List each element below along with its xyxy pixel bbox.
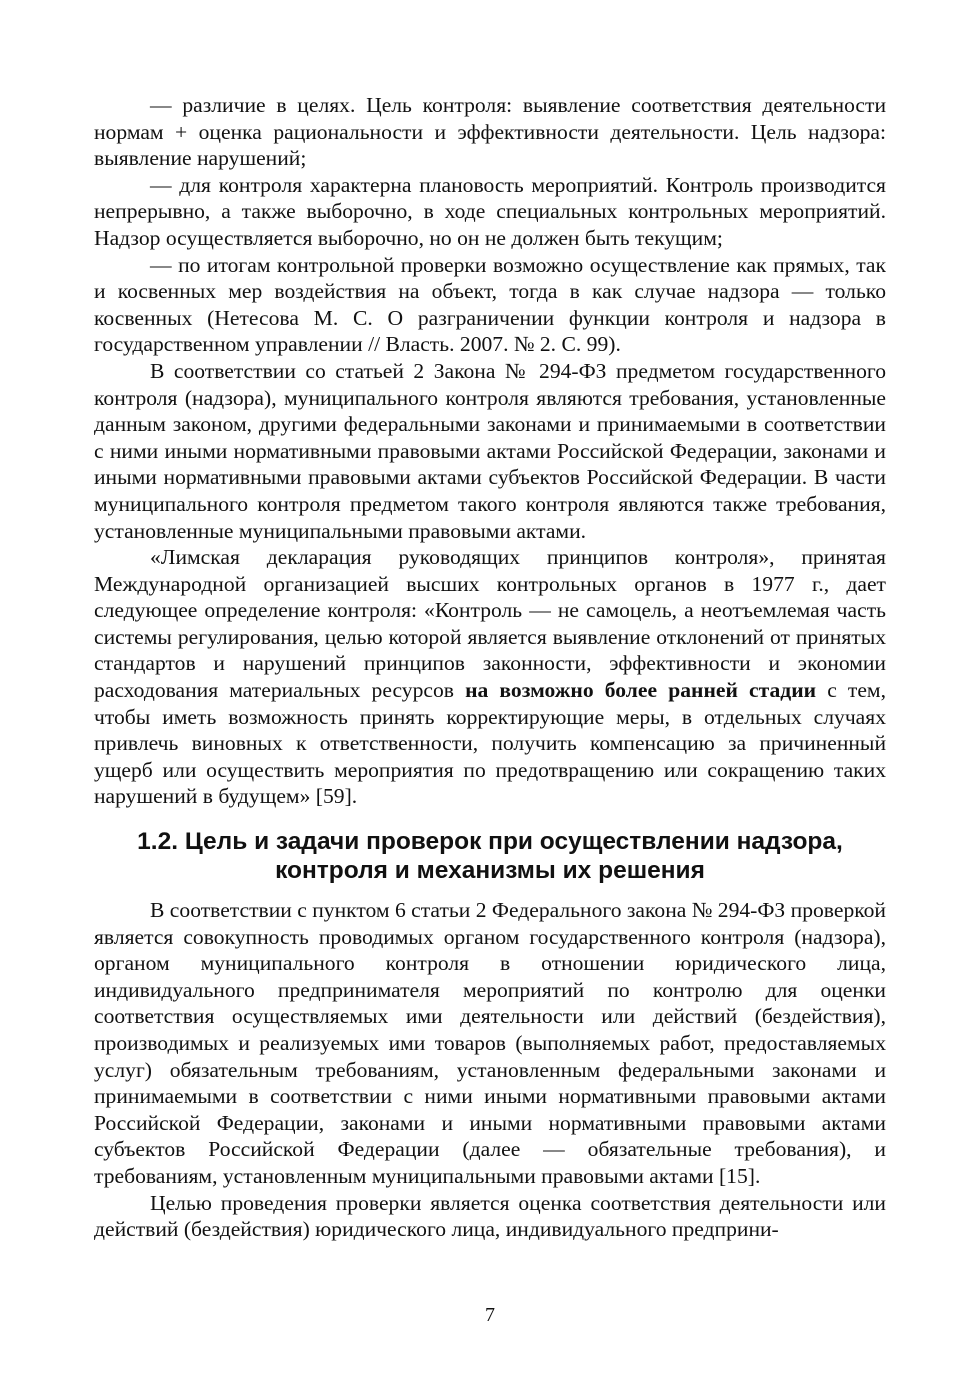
lima-bold-phrase: на возможно более ранней стадии <box>465 678 817 703</box>
paragraph-subject-of-control: В соответствии со статьей 2 Закона № 294-ФЗ предметом государственного контроля (надзора), муниципального контроля являются требования, установленные данным законом, другими федеральными законами и принимаемыми в соответствии с ними иными нормативными правовыми актами Российской Федерации, законами и иными нормативными правовыми актами субъектов Российской Федерации. В части муниципального контроля предметом такого контроля являются также требования, установленные муниципальными правовыми актами. <box>94 358 886 543</box>
page-number: 7 <box>485 1304 495 1326</box>
lima-text-after: с тем, чтобы иметь возможность принять корректирующие меры, в отдельных случаях привлечь виновных к ответственности, получить компенсацию за причиненный ущерб или осуществить мероприятия по предотвращению или сокращению таких нарушений в будущем» [59]. <box>94 678 886 809</box>
paragraph-planned-measures: — для контроля характерна плановость мероприятий. Контроль производится непрерывно, а также выборочно, в ходе специальных контрольных мероприятий. Надзор осуществляется выборочно, но он не должен быть текущим; <box>94 172 886 250</box>
paragraph-difference-goals: — различие в целях. Цель контроля: выявление соответствия деятельности нормам + оценка рациональности и эффективности деятельности. Цель надзора: выявление нарушений; <box>94 93 886 171</box>
paragraph-inspection-results: — по итогам контрольной проверки возможно осуществление как прямых, так и косвенных мер воздействия на объект, тогда в как случае надзора — только косвенных (Нетесова М. С. О разграничении функции контроля и надзора в государственном управлении // Власть. 2007. № 2. С. 99). <box>94 252 886 357</box>
lima-text-before: «Лимская декларация руководящих принципов контроля», принятая Международной организацией высших контрольных органов в 1977 г., дает следующее определение контроля: «Контроль — не самоцель, а неотъемлемая часть системы регулирования, целью которой является выявление отклонений от принятых стандартов и нарушений принципов законности, эффективности и экономии расходования материальных ресурсов <box>94 545 886 703</box>
document-page <box>94 92 886 1243</box>
section-heading <box>94 827 886 885</box>
paragraph-inspection-definition: В соответствии с пунктом 6 статьи 2 Федерального закона № 294-ФЗ проверкой является совокупность проводимых органом государственного контроля (надзора), органом муниципального контроля в отношении юридического лица, индивидуального предпринимателя мероприятий по контролю для оценки соответствия осуществляемых ими деятельности или действий (бездействия), производимых и реализуемых ими товаров (выполняемых работ, предоставляемых услуг) обязательным требованиям, установленным федеральными законами и принимаемыми в соответствии с ними иными нормативными правовыми актами Российской Федерации, законами и иными нормативными правовыми актами субъектов Российской Федерации (далее — обязательные требования), и требованиям, установленным муниципальными правовыми актами [15]. <box>94 898 886 1188</box>
paragraph-inspection-purpose: Целью проведения проверки является оценка соответствия деятельности или действий (бездействия) юридического лица, индивидуального предприни- <box>94 1190 886 1242</box>
paragraph-lima-declaration <box>94 544 886 810</box>
section-heading-line-1: 1.2. Цель и задачи проверок при осуществлении надзора, <box>137 828 843 856</box>
section-heading-line-2: контроля и механизмы их решения <box>275 857 705 885</box>
